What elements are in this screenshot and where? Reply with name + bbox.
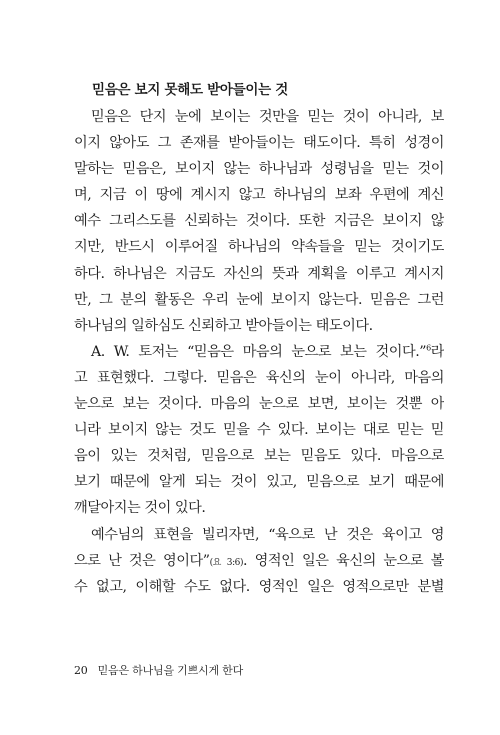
text-fragment: A. W. 토저는 “믿음은 마음의 눈으로 보는 것이다.”	[91, 343, 427, 360]
text-line: 수 없고, 이해할 수도 없다. 영적인 일은 영적으로만 분별	[74, 578, 444, 595]
text-line: 하나님의 일하심도 신뢰하고 받아들이는 태도이다.	[74, 317, 373, 334]
text-line: 지만, 반드시 이루어질 하나님의 약속들을 믿는 것이기도	[74, 239, 444, 256]
body-text	[74, 104, 444, 600]
text-line: 예수님의 표현을 빌리자면, “육으로 난 것은 육이고 영	[91, 526, 444, 543]
running-title: 믿음은 하나님을 기쁘시게 한다	[97, 664, 244, 677]
text-fragment: 라	[430, 343, 444, 360]
text-line: 하다. 하나님은 지금도 자신의 뜻과 계획을 이루고 계시지	[74, 265, 444, 282]
text-line-with-footnote	[74, 339, 444, 365]
text-line: 며, 지금 이 땅에 계시지 않고 하나님의 보좌 우편에 계신	[74, 187, 444, 204]
text-line: 보기 때문에 알게 되는 것이 있고, 믿음으로 보기 때문에	[74, 474, 444, 491]
text-fragment: . 영적인 일은 육신의 눈으로 볼	[243, 552, 444, 569]
text-line: 만, 그 분의 활동은 우리 눈에 보이지 않는다. 믿음은 그런	[74, 291, 444, 308]
section-heading: 믿음은 보지 못해도 받아들이는 것	[92, 82, 288, 98]
text-line: 니라 보이지 않는 것도 믿을 수 있다. 보이는 대로 믿는 믿	[74, 422, 444, 439]
footnote-mark: 6	[426, 343, 431, 353]
text-line: 음이 있는 것처럼, 믿음으로 보는 믿음도 있다. 마음으로	[74, 448, 444, 465]
text-fragment: 으로 난 것은 영이다”	[74, 552, 210, 569]
text-line: 예수 그리스도를 신뢰하는 것이다. 또한 지금은 보이지 않	[74, 213, 444, 230]
text-line: 고 표현했다. 그렇다. 믿음은 육신의 눈이 아니라, 마음의	[74, 369, 444, 386]
text-line: 눈으로 보는 것이다. 마음의 눈으로 보면, 보이는 것뿐 아	[74, 396, 444, 413]
text-line: 이지 않아도 그 존재를 받아들이는 태도이다. 특히 성경이	[74, 135, 444, 152]
text-line: 믿음은 단지 눈에 보이는 것만을 믿는 것이 아니라, 보	[91, 109, 444, 125]
text-line: 말하는 믿음은, 보이지 않는 하나님과 성령님을 믿는 것이	[74, 161, 444, 178]
scripture-reference: (요 3:6)	[209, 557, 244, 568]
text-line: 깨달아지는 것이 있다.	[74, 500, 206, 517]
page-number: 20	[74, 664, 88, 677]
page-footer	[74, 662, 243, 678]
text-line-with-reference	[74, 548, 444, 574]
